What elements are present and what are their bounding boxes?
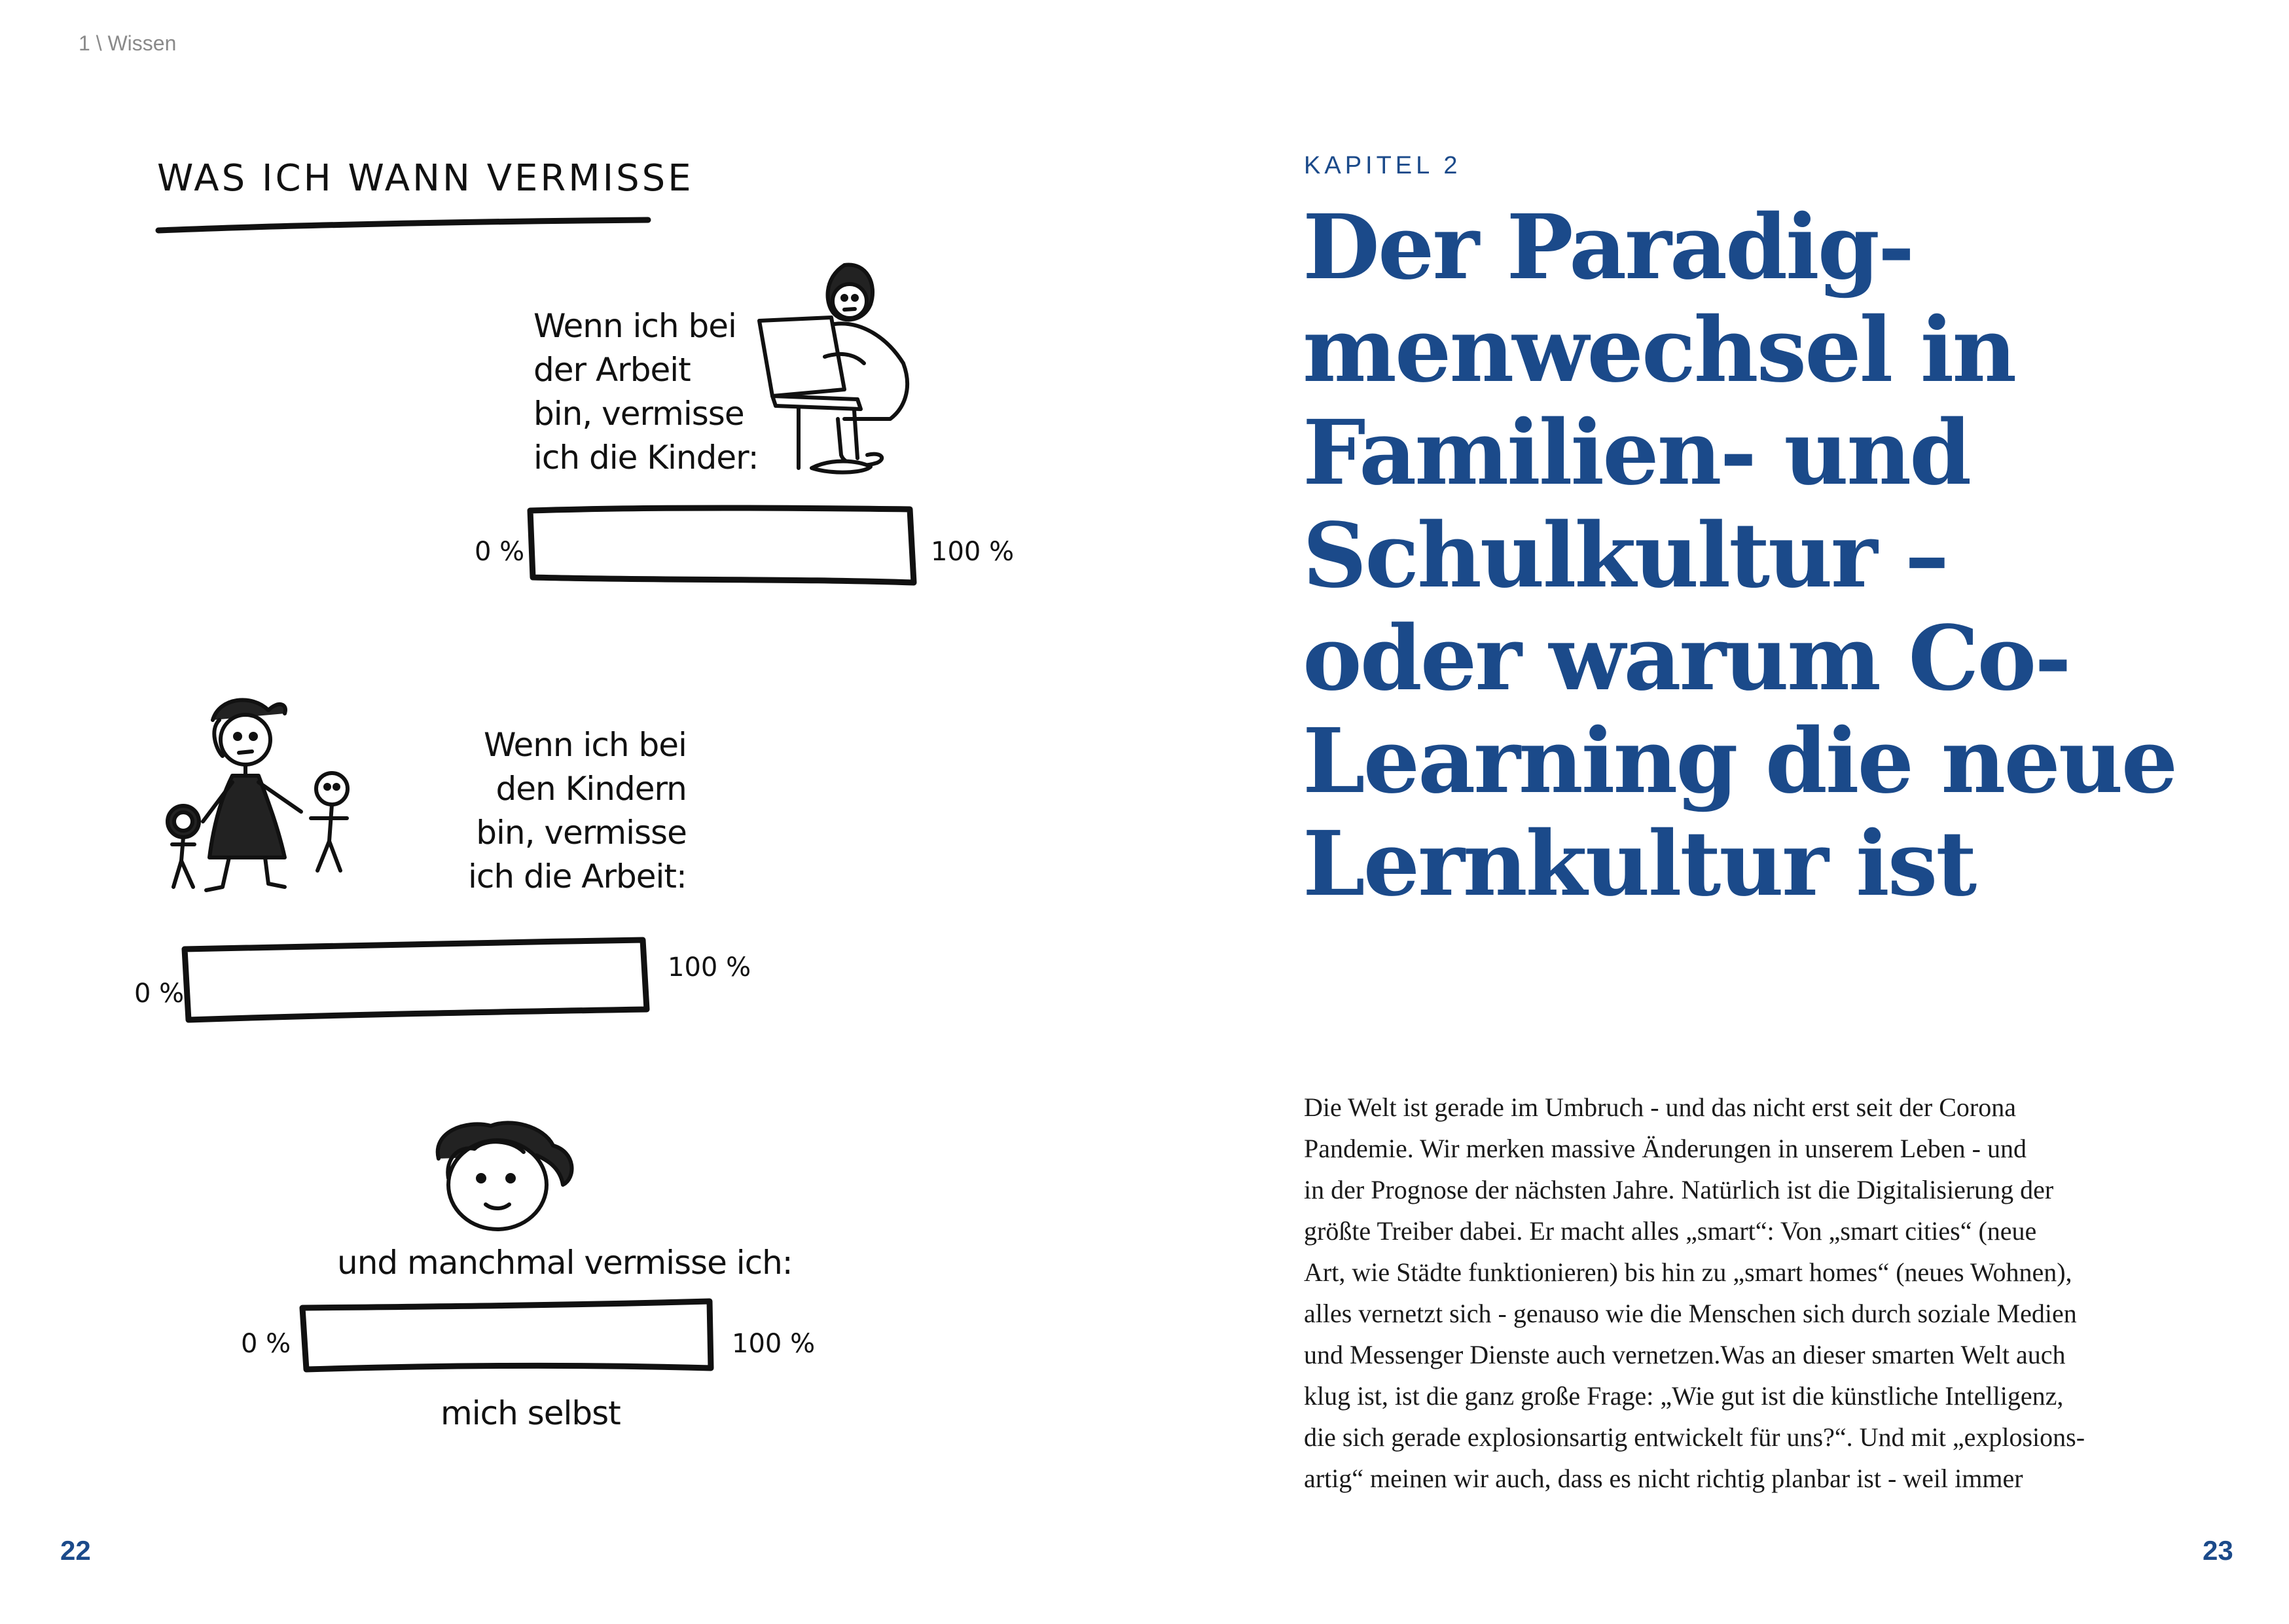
- sketch-title: WAS ICH WANN VERMISSE: [157, 157, 694, 200]
- section-3-min-label: 0 %: [241, 1329, 291, 1359]
- face-icon: [412, 1119, 583, 1237]
- section-2-rating-bar[interactable]: [177, 936, 661, 1028]
- body-line: und Messenger Dienste auch vernetzen.Was an dieser smarten Welt auch: [1304, 1340, 2066, 1369]
- person-at-laptop-icon: [746, 259, 943, 481]
- body-line: Die Welt ist gerade im Umbruch - und das nicht erst seit der Corona: [1304, 1092, 2016, 1122]
- section-2-max-label: 100 %: [668, 952, 751, 983]
- running-head: 1 \ Wissen: [79, 31, 177, 55]
- chapter-title: Der Paradig- menwechsel in Familien- und Schulkultur – oder warum Co- Learning die neue Lernkultur ist: [1303, 195, 2176, 916]
- body-line: artig“ meinen wir auch, dass es nicht richtig planbar ist - weil immer: [1304, 1464, 2023, 1493]
- section-2-min-label: 0 %: [134, 979, 185, 1009]
- section-1-max-label: 100 %: [931, 537, 1015, 567]
- body-line: Art, wie Städte funktionieren) bis hin zu „smart homes“ (neues Wohnen),: [1304, 1257, 2072, 1287]
- body-line: Pandemie. Wir merken massive Änderungen in unserem Leben - und: [1304, 1134, 2027, 1163]
- section-1-caption: Wenn ich bei der Arbeit bin, vermisse ich die Kinder:: [533, 307, 759, 477]
- body-line: alles vernetzt sich - genauso wie die Menschen sich durch soziale Medien: [1304, 1299, 2077, 1328]
- body-line: größte Treiber dabei. Er macht alles „smart“: Von „smart cities“ (neue: [1304, 1216, 2037, 1246]
- chapter-label: KAPITEL 2: [1304, 152, 1462, 179]
- section-1-rating-bar[interactable]: [524, 504, 923, 589]
- body-text: [1304, 1087, 2168, 1499]
- section-3-max-label: 100 %: [732, 1329, 816, 1359]
- page-number-right: 23: [2203, 1535, 2233, 1566]
- parent-with-children-icon: [154, 691, 376, 900]
- section-3-rating-bar[interactable]: [295, 1296, 720, 1388]
- title-underline: [156, 216, 653, 236]
- section-3-caption: und manchmal vermisse ich:: [337, 1244, 793, 1282]
- section-1-min-label: 0 %: [475, 537, 525, 567]
- section-3-sub-label: mich selbst: [441, 1394, 621, 1432]
- page-number-left: 22: [60, 1535, 91, 1566]
- section-2-caption: Wenn ich bei den Kindern bin, vermisse ich die Arbeit:: [468, 726, 687, 895]
- body-line: klug ist, ist die ganz große Frage: „Wie gut ist die künstliche Intelligenz,: [1304, 1381, 2064, 1411]
- body-line: in der Prognose der nächsten Jahre. Natürlich ist die Digitalisierung der: [1304, 1175, 2054, 1204]
- body-line: die sich gerade explosionsartig entwickelt für uns?“. Und mit „explosions-: [1304, 1422, 2085, 1452]
